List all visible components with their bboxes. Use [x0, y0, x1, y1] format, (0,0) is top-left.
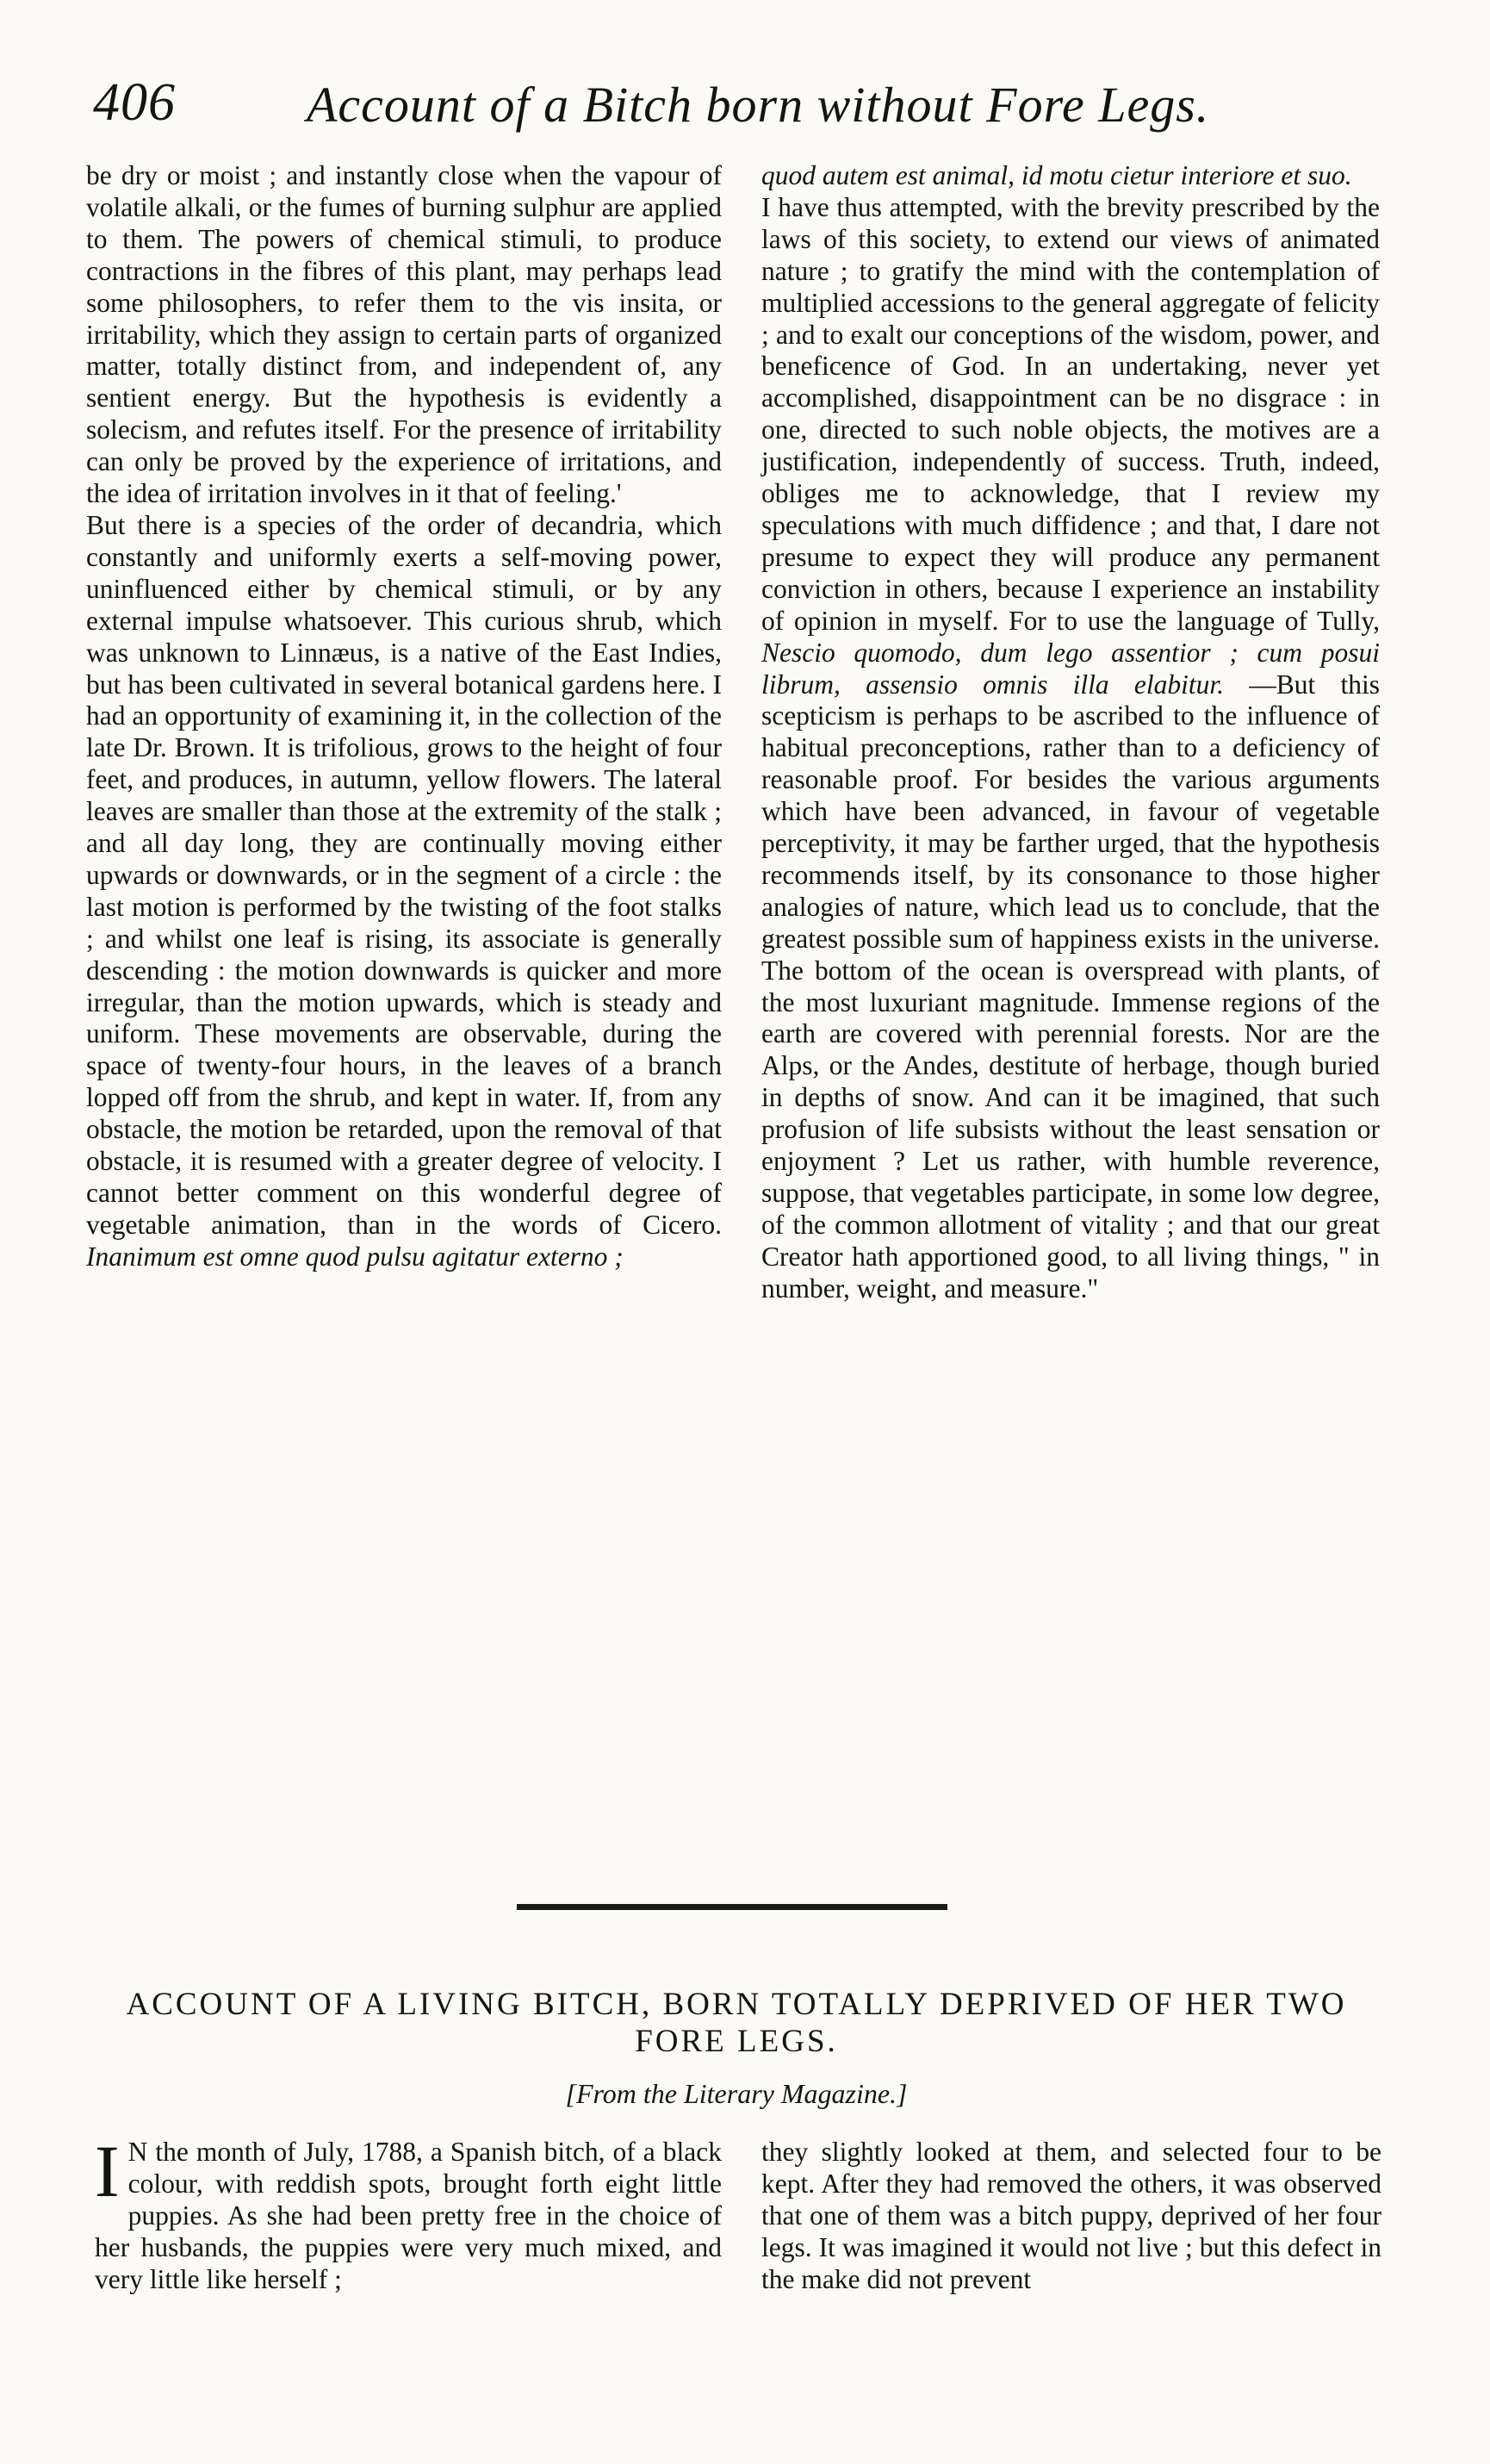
- paragraph-text: I have thus attempted, with the brevity prescribed by the laws of this society, to extend our views of animated nature ; to gratify the mind with the contemplation of multiplied accessions to the general aggregate of felicity ; and to exalt our conceptions of the wisdom, power, and beneficence of God. In an undertaking, never yet accomplished, disappointment can be no disgrace : in one, directed to such noble objects, the motives are a justification, independently of success. Truth, indeed, obliges me to acknowledge, that I review my speculations with much diffidence ; and that, I dare not presume to expect they will produce any permanent conviction in others, because I experience an instability of opinion in myself. For to use the language of Tully,: [761, 191, 1380, 636]
- page-header: [93, 72, 1402, 150]
- latin-quote: quod autem est animal, id motu cietur interiore et suo.: [761, 160, 1352, 190]
- paragraph-text: —But this scepticism is perhaps to be ascribed to the influence of habitual preconceptions, rather than to a deficiency of reasonable proof. For besides the various arguments which have been advanced, in favour of vegetable perceptivity, it may be farther urged, that the hypothesis recommends itself, by its consonance to those higher analogies of nature, which lead us to conclude, that the greatest possible sum of happiness exists in the universe. The bottom of the ocean is overspread with plants, of the most luxuriant magnitude. Immense regions of the earth are covered with perennial forests. Nor are the Alps, or the Andes, destitute of herbage, though buried in depths of snow. And can it be imagined, that such profusion of life subsists without the least sensation or enjoyment ? Let us rather, with humble reverence, suppose, that vegetables participate, in some low degree, of the common allotment of vitality ; and that our great Creator hath apportioned good, to all living things, " in number, weight, and measure.": [761, 669, 1380, 1304]
- article-source: [From the Literary Magazine.]: [565, 2078, 908, 2109]
- article-left-column: [95, 2130, 722, 2296]
- running-head: Account of a Bitch born without Fore Legs.: [307, 77, 1210, 133]
- drop-cap: I: [95, 2130, 120, 2212]
- article-title: ACCOUNT OF A LIVING BITCH, BORN TOTALLY DEPRIVED OF HER TWO FORE LEGS.: [126, 1987, 1347, 2059]
- left-column: [86, 160, 722, 1534]
- paragraph-text: they slightly looked at them, and selected four to be kept. After they had removed the others, it was observed that one of them was a bitch puppy, deprived of her four legs. It was imagined it would not live ; but this defect in the make did not prevent: [761, 2137, 1381, 2294]
- right-column: [761, 160, 1380, 1534]
- page-number: 406: [93, 73, 176, 132]
- paragraph-text: N the month of July, 1788, a Spanish bitch, of a black colour, with reddish spots, brought forth eight little puppies. As she had been pretty free in the choice of her husbands, the puppies were very much mixed, and very little like herself ;: [95, 2137, 722, 2294]
- article-right-column: [761, 2137, 1381, 2296]
- latin-quote: Inanimum est omne quod pulsu agitatur externo ;: [86, 1241, 624, 1272]
- section-divider: [517, 1904, 947, 1910]
- latin-quote: Nescio quomodo, dum lego assentior ; cum posui librum, assensio omnis illa elabitur.: [761, 637, 1380, 700]
- paragraph-text: But there is a species of the order of decandria, which constantly and uniformly exerts a self-moving power, uninfluenced either by chemical stimuli, or by any external impulse whatsoever. This curious shrub, which was unknown to Linnæus, is a native of the East Indies, but has been cultivated in several botanical gardens here. I had an opportunity of examining it, in the collection of the late Dr. Brown. It is trifolious, grows to the height of four feet, and produces, in autumn, yellow flowers. The lateral leaves are smaller than those at the extremity of the stalk ; and all day long, they are continually moving either upwards or downwards, or in the segment of a circle : the last motion is performed by the twisting of the foot stalks ; and whilst one leaf is rising, its associate is generally descending : the motion downwards is quicker and more irregular, than the motion upwards, which is steady and uniform. These movements are observable, during the space of twenty-four hours, in the leaves of a branch lopped off from the shrub, and kept in water. If, from any obstacle, the motion be retarded, upon the removal of that obstacle, it is resumed with a greater degree of velocity. I cannot better comment on this wonderful degree of vegetable animation, than in the words of Cicero.: [86, 509, 722, 1240]
- paragraph: [86, 510, 722, 1273]
- paragraph: [761, 192, 1380, 1305]
- paragraph: be dry or moist ; and instantly close when the vapour of volatile alkali, or the fumes of burning sulphur are applied to them. The powers of chemical stimuli, to produce contractions in the fibres of this plant, may perhaps lead some philosophers, to refer them to the vis insita, or irritability, which they assign to certain parts of organized matter, totally distinct from, and independent of, any sentient energy. But the hypothesis is evidently a solecism, and refutes itself. For the presence of irritability can only be proved by the experience of irritations, and the idea of irritation involves in it that of feeling.': [86, 160, 722, 509]
